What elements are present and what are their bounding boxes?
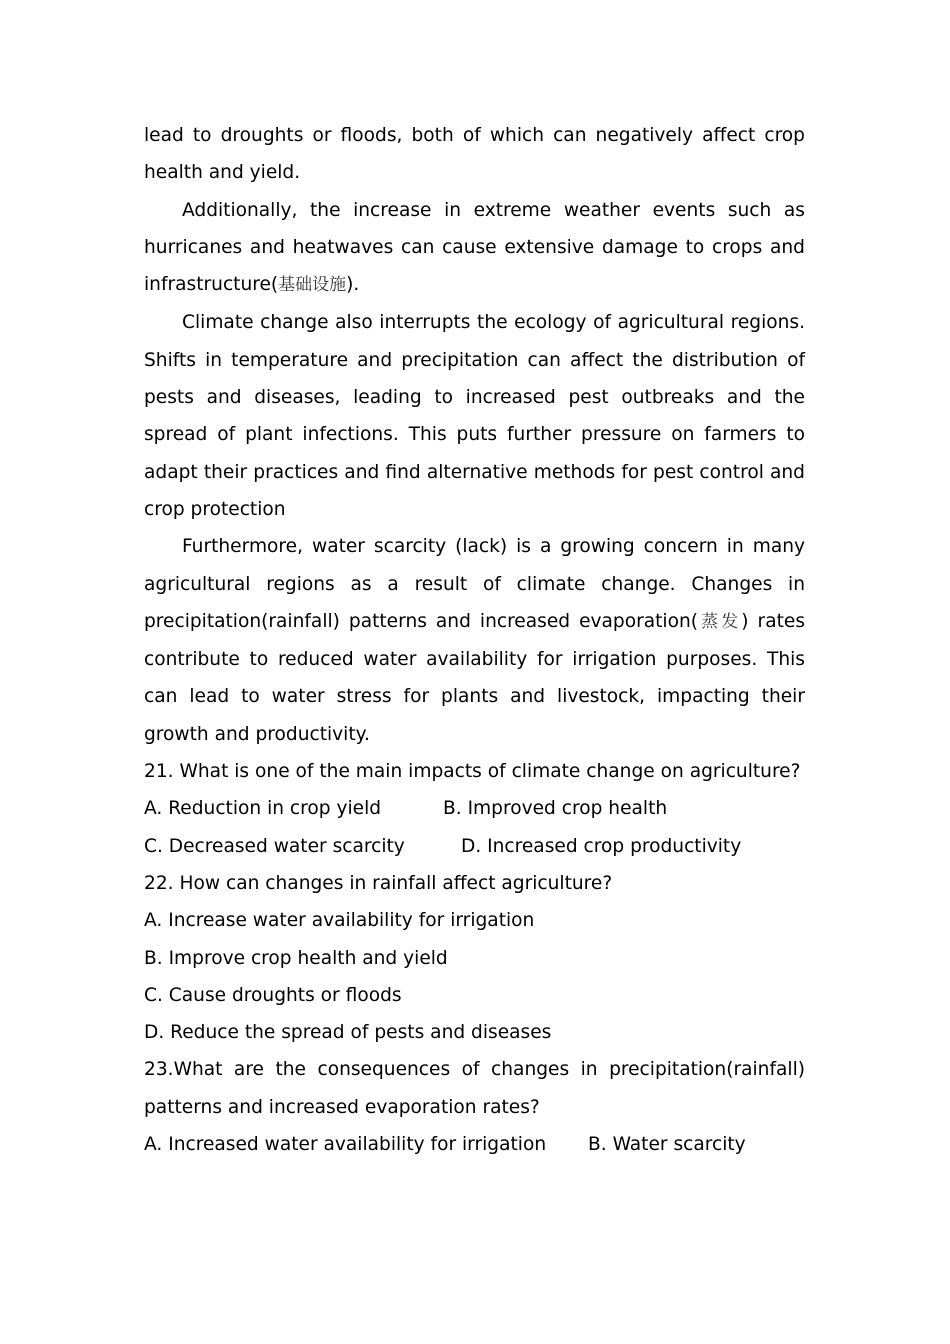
option-a: A. Increase water availability for irrigation	[144, 910, 535, 932]
option-d: D. Reduce the spread of pests and diseases	[144, 1022, 552, 1044]
paragraph-4-text-end: ) rates contribute to reduced water availability for irrigation purposes. This can lead to water stress for plants and livestock, impacting their growth and productivity.	[144, 610, 806, 745]
paragraph-3: Climate change also interrupts the ecology of agricultural regions. Shifts in temperature and precipitation can affect the distribution of pests and diseases, leading to increased pest outbreaks and the spread of plant infections. This puts further pressure on farmers to adapt their practices and find alternative methods for pest control and crop protection	[144, 312, 805, 520]
paragraph-1: lead to droughts or floods, both of which can negatively affect crop health and yield.	[144, 125, 805, 184]
option-a: A. Increased water availability for irrigation	[144, 1134, 547, 1156]
paragraph-4	[144, 528, 805, 753]
question-stem: What are the consequences of changes in precipitation(rainfall) patterns and increased evaporation rates?	[144, 1059, 805, 1118]
option-d: D. Increased crop productivity	[461, 835, 742, 857]
document-page	[144, 117, 805, 1163]
chinese-gloss: 蒸发	[698, 611, 742, 632]
option-a: A. Reduction in crop yield	[144, 798, 382, 820]
paragraph-4-text: Furthermore, water scarcity (lack) is a growing concern in many agricultural regions as a result of climate change. Changes in precipitation(rainfall) patterns and increased evaporation(	[144, 536, 805, 632]
question-23-options-row-1	[144, 1126, 805, 1163]
option-c: C. Cause droughts or floods	[144, 984, 402, 1006]
question-23	[144, 1051, 805, 1126]
question-number: 21.	[144, 761, 174, 783]
question-stem: How can changes in rainfall affect agriculture?	[179, 872, 613, 894]
paragraph-2	[144, 192, 805, 305]
option-b: B. Improve crop health and yield	[144, 947, 448, 969]
option-b: B. Water scarcity	[588, 1134, 746, 1156]
option-b: B. Improved crop health	[443, 798, 668, 820]
question-number: 23.	[144, 1059, 174, 1081]
question-21-options-row-1	[144, 790, 805, 827]
question-stem: What is one of the main impacts of climate change on agriculture?	[179, 761, 801, 783]
option-c: C. Decreased water scarcity	[144, 835, 405, 857]
paragraph-2-text-end: ).	[346, 274, 360, 296]
question-21-options-row-2	[144, 828, 805, 865]
question-21	[144, 753, 805, 790]
question-22	[144, 865, 805, 902]
question-number: 22.	[144, 872, 174, 894]
chinese-gloss: 基础设施	[278, 275, 347, 296]
paragraph-2-text: Additionally, the increase in extreme weather events such as hurricanes and heatwaves can cause extensive damage to crops and infrastructure(	[144, 199, 805, 296]
